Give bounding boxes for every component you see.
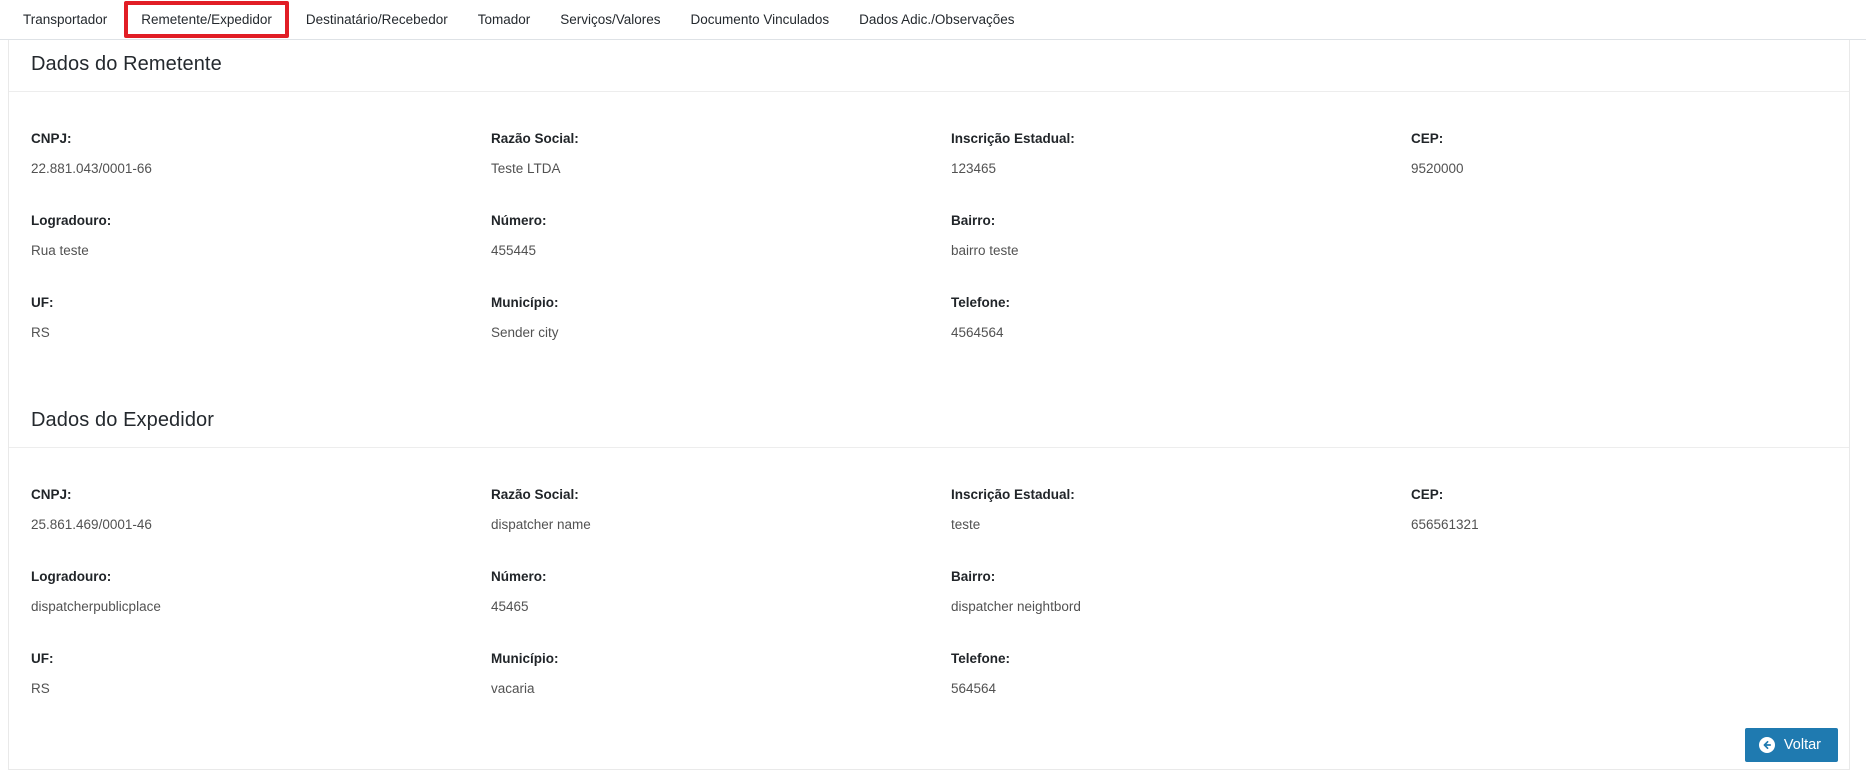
field-label: UF: xyxy=(31,295,54,310)
field-empty xyxy=(1389,294,1849,342)
field-bairro xyxy=(929,568,1389,616)
field-value: 4564564 xyxy=(951,325,1004,340)
field-label: Bairro: xyxy=(951,569,996,584)
tab-servicos-valores[interactable]: Serviços/Valores xyxy=(560,11,661,27)
field-label: Número: xyxy=(491,213,547,228)
field-label: CEP: xyxy=(1411,487,1444,502)
field-value: 22.881.043/0001-66 xyxy=(31,161,152,176)
field-value: dispatcherpublicplace xyxy=(31,599,161,614)
field-value: teste xyxy=(951,517,981,532)
field-label: Logradouro: xyxy=(31,213,112,228)
field-cep xyxy=(1389,130,1849,178)
field-label: CEP: xyxy=(1411,131,1444,146)
field-cnpj xyxy=(9,486,469,534)
field-row xyxy=(9,650,1849,698)
field-razao-social xyxy=(469,130,929,178)
field-numero xyxy=(469,568,929,616)
field-label: Bairro: xyxy=(951,213,996,228)
tab-bar xyxy=(0,0,1866,40)
tab-dados-adic-observacoes[interactable]: Dados Adic./Observações xyxy=(859,11,1015,27)
field-label: Razão Social: xyxy=(491,131,579,146)
field-label: Razão Social: xyxy=(491,487,579,502)
field-value: dispatcher name xyxy=(491,517,591,532)
field-row xyxy=(9,212,1849,260)
section-title: Dados do Expedidor xyxy=(9,396,1849,448)
field-telefone xyxy=(929,650,1389,698)
field-value: bairro teste xyxy=(951,243,1019,258)
field-razao-social xyxy=(469,486,929,534)
field-logradouro xyxy=(9,212,469,260)
field-empty xyxy=(1389,650,1849,698)
tab-destinatario-recebedor[interactable]: Destinatário/Recebedor xyxy=(305,11,448,27)
tab-transportador[interactable]: Transportador xyxy=(23,11,108,27)
field-label: UF: xyxy=(31,651,54,666)
field-label: CNPJ: xyxy=(31,131,72,146)
section-dados-do-expedidor xyxy=(9,396,1849,738)
field-bairro xyxy=(929,212,1389,260)
section-title: Dados do Remetente xyxy=(9,40,1849,92)
field-label: Telefone: xyxy=(951,295,1011,310)
field-row xyxy=(9,130,1849,178)
field-value: dispatcher neightbord xyxy=(951,599,1081,614)
tab-panel-remetente-expedidor xyxy=(8,40,1850,770)
field-value: Teste LTDA xyxy=(491,161,561,176)
tab-documento-vinculados[interactable]: Documento Vinculados xyxy=(690,11,830,27)
fields-grid xyxy=(9,92,1849,382)
field-cnpj xyxy=(9,130,469,178)
field-municipio xyxy=(469,294,929,342)
field-label: CNPJ: xyxy=(31,487,72,502)
field-inscricao-estadual xyxy=(929,486,1389,534)
voltar-button[interactable] xyxy=(1745,728,1838,762)
field-label: Inscrição Estadual: xyxy=(951,487,1075,502)
tab-tomador[interactable]: Tomador xyxy=(477,11,531,27)
field-uf xyxy=(9,650,469,698)
field-value: RS xyxy=(31,325,50,340)
field-value: Rua teste xyxy=(31,243,89,258)
field-value: 9520000 xyxy=(1411,161,1464,176)
field-empty xyxy=(1389,568,1849,616)
arrow-left-circle-icon xyxy=(1759,737,1775,753)
section-dados-do-remetente xyxy=(9,40,1849,382)
tab-remetente-expedidor-active-highlight[interactable]: Remetente/Expedidor xyxy=(124,1,289,39)
field-numero xyxy=(469,212,929,260)
field-value: Sender city xyxy=(491,325,559,340)
voltar-button-label: Voltar xyxy=(1783,737,1821,753)
field-row xyxy=(9,568,1849,616)
field-label: Município: xyxy=(491,651,559,666)
field-municipio xyxy=(469,650,929,698)
field-value: RS xyxy=(31,681,50,696)
field-label: Município: xyxy=(491,295,559,310)
field-value: vacaria xyxy=(491,681,535,696)
field-label: Inscrição Estadual: xyxy=(951,131,1075,146)
field-cep xyxy=(1389,486,1849,534)
field-telefone xyxy=(929,294,1389,342)
field-uf xyxy=(9,294,469,342)
fields-grid xyxy=(9,448,1849,738)
field-value: 656561321 xyxy=(1411,517,1479,532)
field-value: 455445 xyxy=(491,243,537,258)
field-value: 45465 xyxy=(491,599,529,614)
field-row xyxy=(9,294,1849,342)
field-value: 564564 xyxy=(951,681,997,696)
field-row xyxy=(9,486,1849,534)
field-logradouro xyxy=(9,568,469,616)
field-value: 25.861.469/0001-46 xyxy=(31,517,152,532)
field-empty xyxy=(1389,212,1849,260)
field-value: 123465 xyxy=(951,161,997,176)
field-label: Logradouro: xyxy=(31,569,112,584)
field-inscricao-estadual xyxy=(929,130,1389,178)
field-label: Telefone: xyxy=(951,651,1011,666)
field-label: Número: xyxy=(491,569,547,584)
